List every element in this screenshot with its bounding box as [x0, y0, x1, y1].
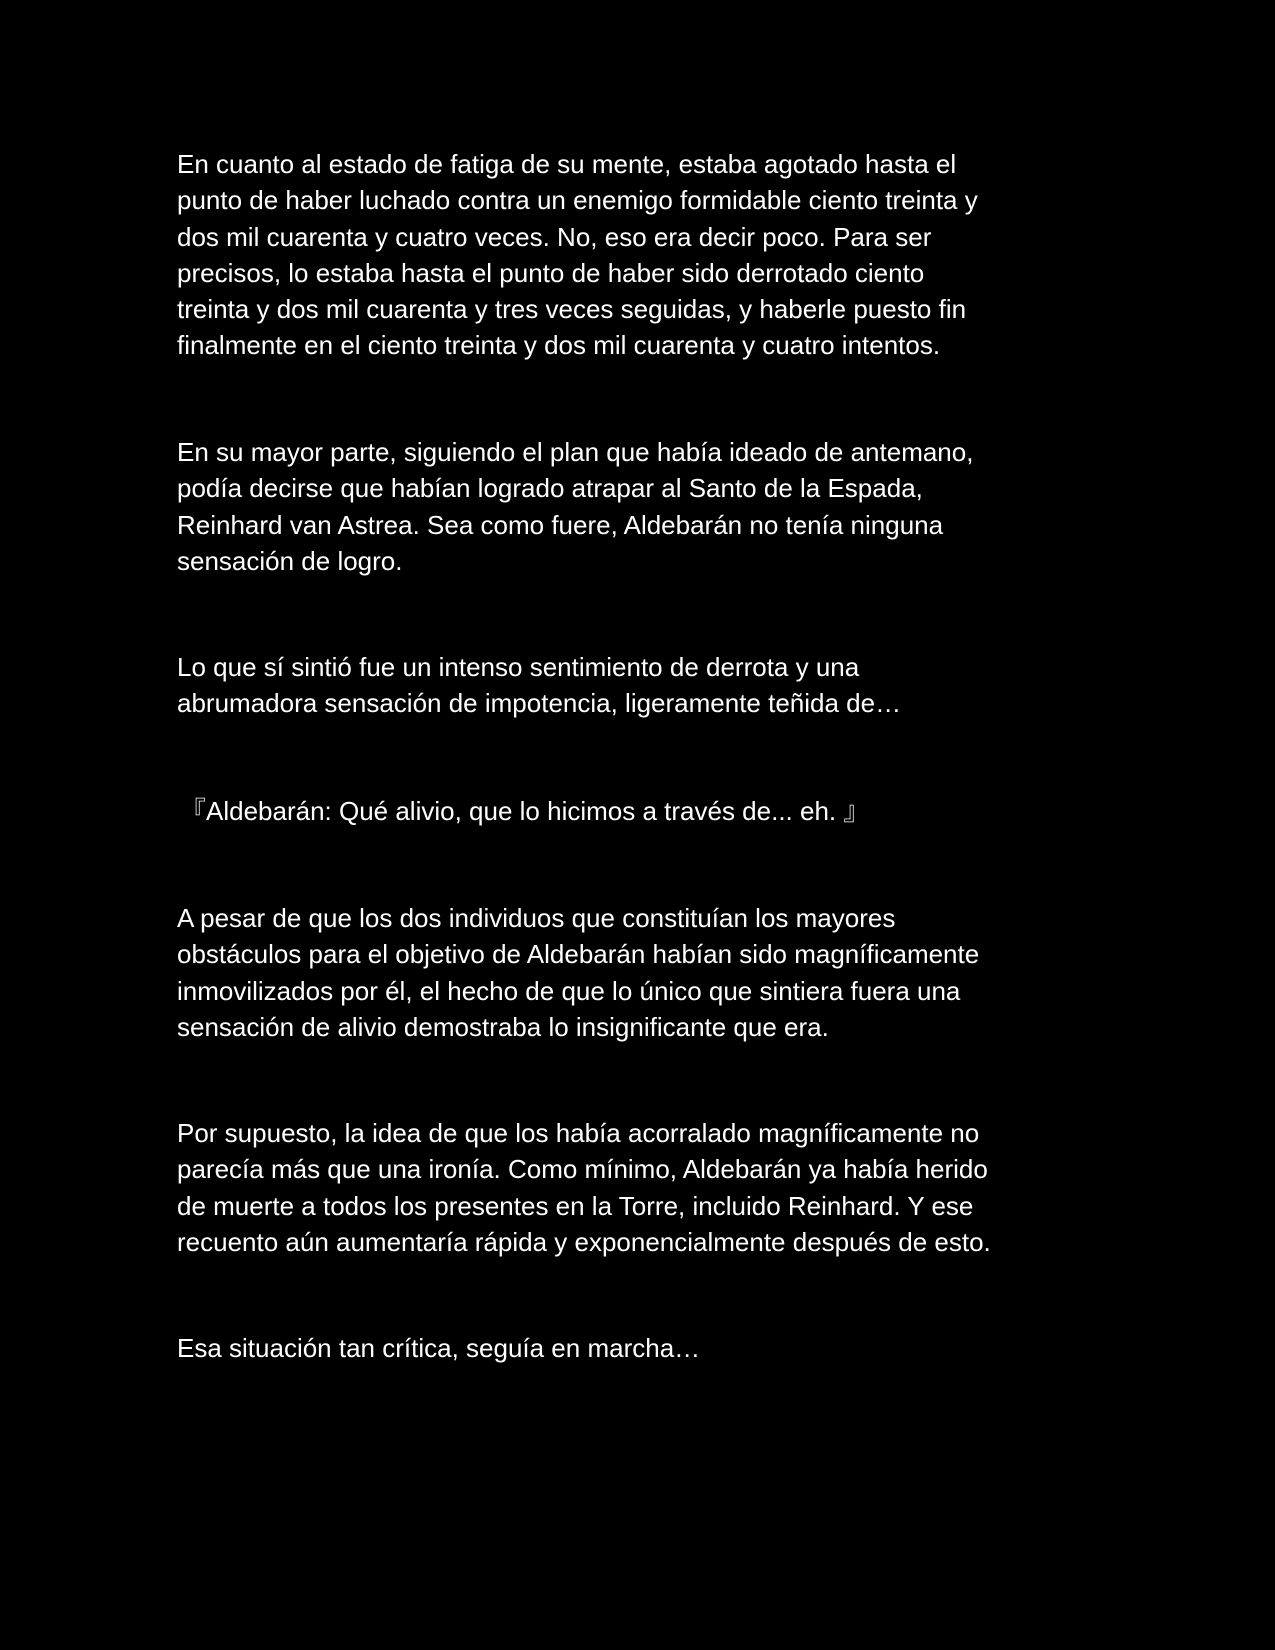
paragraph-plan: En su mayor parte, siguiendo el plan que había ideado de antemano, podía decirse que habían logrado atrapar al Santo de la Espada, Reinhard van Astrea. Sea como fuere, Aldebarán no tenía ninguna sensación de logro. [177, 437, 974, 576]
paragraph-fatigue: En cuanto al estado de fatiga de su mente, estaba agotado hasta el punto de haber luchado contra un enemigo formidable ciento treinta y dos mil cuarenta y cuatro veces. No, eso era decir poco. Para ser precisos, lo estaba hasta el punto de haber sido derrotado ciento treinta y dos mil cuarenta y tres veces seguidas, y haberle puesto fin finalmente en el ciento treinta y dos mil cuarenta y cuatro intentos. [177, 149, 978, 361]
paragraph-defeat: Lo que sí sintió fue un intenso sentimiento de derrota y una abrumadora sensación de impotencia, ligeramente teñida de… [177, 652, 902, 719]
dialogue-line: 『Aldebarán: Qué alivio, que lo hicimos a través de... eh. 』 [180, 796, 870, 826]
paragraph-irony: Por supuesto, la idea de que los había acorralado magníficamente no parecía más que una ironía. Como mínimo, Aldebarán ya había herido de muerte a todos los presentes en la Torre, incluido Reinhard. Y ese recuento aún aumentaría rápida y exponencialmente después de esto. [177, 1118, 991, 1257]
paragraph-ending: Esa situación tan crítica, seguía en marcha… [177, 1333, 701, 1363]
paragraph-relief: A pesar de que los dos individuos que constituían los mayores obstáculos para el objetivo de Aldebarán habían sido magníficamente inmovilizados por él, el hecho de que lo único que sintiera fuera una sensación de alivio demostraba lo insignificante que era. [177, 903, 980, 1042]
